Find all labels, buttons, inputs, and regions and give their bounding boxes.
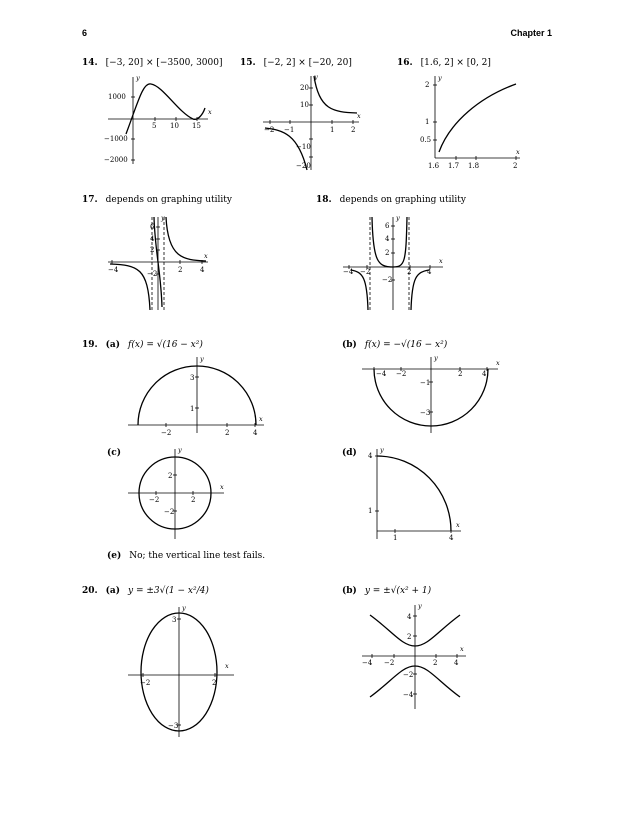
x-tick: −4 (376, 370, 387, 378)
x-tick: 4 (454, 659, 459, 667)
x-axis-label: x (456, 521, 460, 529)
y-axis-label: y (136, 74, 140, 82)
y-tick: −1000 (104, 135, 128, 143)
problem-19b-label: (b) f(x) = −√(16 − x²) (342, 340, 448, 350)
curve (372, 217, 407, 267)
y-tick: 4 (150, 235, 155, 243)
x-tick: 2 (191, 496, 196, 504)
problem-19e-label: (e) No; the vertical line test fails. (107, 551, 266, 561)
x-tick: 2 (225, 429, 230, 437)
graph-20b (362, 603, 472, 713)
x-tick: 4 (253, 429, 258, 437)
x-axis-label: x (460, 645, 464, 653)
x-tick: −4 (362, 659, 373, 667)
problem-14-label: 14. [−3, 20] × [−3500, 3000] (82, 58, 223, 68)
y-tick: 0.5 (420, 136, 432, 144)
x-tick: 4 (449, 534, 454, 542)
y-tick: −10 (296, 143, 311, 151)
x-axis-label: x (259, 415, 263, 423)
y-tick: 1 (425, 118, 430, 126)
x-tick: 1 (393, 534, 398, 542)
x-tick: 4 (482, 370, 487, 378)
curve (166, 217, 206, 261)
x-tick: 1.8 (468, 162, 480, 170)
problem-15-label: 15. [−2, 2] × [−20, 20] (240, 58, 352, 68)
y-tick: 3 (172, 616, 177, 624)
problem-19-label: 19. (a) f(x) = √(16 − x²) (82, 340, 203, 350)
x-tick: −2 (264, 126, 275, 134)
x-axis-label: x (220, 483, 224, 491)
x-tick: 5 (152, 122, 157, 130)
x-tick: 15 (192, 122, 201, 130)
y-axis-label: y (438, 74, 442, 82)
x-tick: −2 (360, 268, 371, 276)
y-tick: −1 (420, 379, 431, 387)
problem-18-label: 18. depends on graphing utility (316, 195, 466, 205)
y-tick: 4 (385, 235, 390, 243)
x-axis-label: x (357, 112, 361, 120)
x-tick: −2 (140, 679, 151, 687)
x-tick: −2 (396, 370, 407, 378)
y-tick: 6 (385, 222, 390, 230)
graph-18 (343, 212, 448, 312)
graph-19d (365, 447, 465, 547)
problem-20b-label: (b) y = ±√(x² + 1) (342, 586, 432, 596)
x-axis-label: x (516, 148, 520, 156)
x-tick: −2 (384, 659, 395, 667)
y-tick: −2 (147, 270, 158, 278)
x-tick: 2 (212, 679, 217, 687)
y-tick: 6 (150, 223, 155, 231)
x-tick: −4 (343, 268, 354, 276)
y-tick: −3 (168, 722, 179, 730)
y-tick: −2000 (104, 156, 128, 164)
y-tick: −20 (296, 162, 311, 170)
problem-19c-label: (c) (107, 448, 121, 458)
x-axis-label: x (439, 257, 443, 265)
problem-20-label: 20. (a) y = ±3√(1 − x²/4) (82, 586, 209, 596)
y-tick: 10 (300, 101, 309, 109)
chapter-title: Chapter 1 (510, 28, 552, 38)
x-tick: −1 (284, 126, 295, 134)
page-number: 6 (82, 28, 88, 38)
curve (411, 270, 429, 310)
y-tick: −3 (420, 409, 431, 417)
graph-15 (263, 72, 363, 172)
y-tick: 2 (407, 633, 412, 641)
y-tick: 4 (407, 613, 412, 621)
y-tick: 1 (190, 405, 195, 413)
y-tick: 20 (300, 84, 309, 92)
y-axis-label: y (314, 73, 318, 81)
problem-17-label: 17. depends on graphing utility (82, 195, 232, 205)
y-tick: −2 (382, 276, 393, 284)
y-tick: 2 (150, 246, 155, 254)
x-axis-label: x (204, 252, 208, 260)
y-axis-label: y (434, 354, 438, 362)
y-tick: −4 (403, 691, 414, 699)
graph-19b (362, 355, 502, 435)
graph-19c (128, 447, 228, 547)
x-tick: 2 (433, 659, 438, 667)
graph-16 (420, 72, 525, 172)
y-tick: 1000 (108, 93, 126, 101)
graph-19a (128, 355, 268, 440)
x-tick: 1.6 (428, 162, 440, 170)
y-tick: 2 (425, 81, 430, 89)
y-tick: −2 (403, 671, 414, 679)
x-tick: 10 (170, 122, 179, 130)
y-tick: 3 (190, 374, 195, 382)
curve (314, 76, 357, 113)
x-tick: −4 (108, 266, 119, 274)
x-axis-label: x (225, 662, 229, 670)
x-tick: −2 (149, 496, 160, 504)
y-axis-label: y (200, 355, 204, 363)
x-tick: 4 (200, 266, 205, 274)
y-tick: −2 (164, 508, 175, 516)
y-axis-label: y (396, 214, 400, 222)
x-axis-label: x (496, 359, 500, 367)
y-tick: 2 (168, 472, 173, 480)
x-tick: 1.7 (448, 162, 460, 170)
x-tick: −2 (161, 429, 172, 437)
x-axis-label: x (208, 108, 212, 116)
curve (377, 456, 451, 531)
graph-20a (128, 605, 238, 740)
x-tick: 1 (330, 126, 335, 134)
y-axis-label: y (178, 446, 182, 454)
x-tick: 2 (178, 266, 183, 274)
curve (351, 268, 371, 310)
graph-17 (108, 212, 213, 312)
y-axis-label: y (182, 604, 186, 612)
y-axis-label: y (161, 214, 165, 222)
x-tick: 2 (407, 268, 412, 276)
y-tick: 4 (368, 452, 373, 460)
y-axis-label: y (380, 446, 384, 454)
curve (439, 84, 516, 152)
x-tick: 2 (458, 370, 463, 378)
problem-16-label: 16. [1.6, 2] × [0, 2] (397, 58, 491, 68)
y-tick: 1 (368, 507, 373, 515)
y-axis-label: y (418, 602, 422, 610)
x-tick: 4 (427, 268, 432, 276)
x-tick: 2 (351, 126, 356, 134)
problem-19d-label: (d) (342, 448, 357, 458)
x-tick: 2 (513, 162, 518, 170)
y-tick: 2 (385, 249, 390, 257)
graph-14 (104, 72, 218, 167)
